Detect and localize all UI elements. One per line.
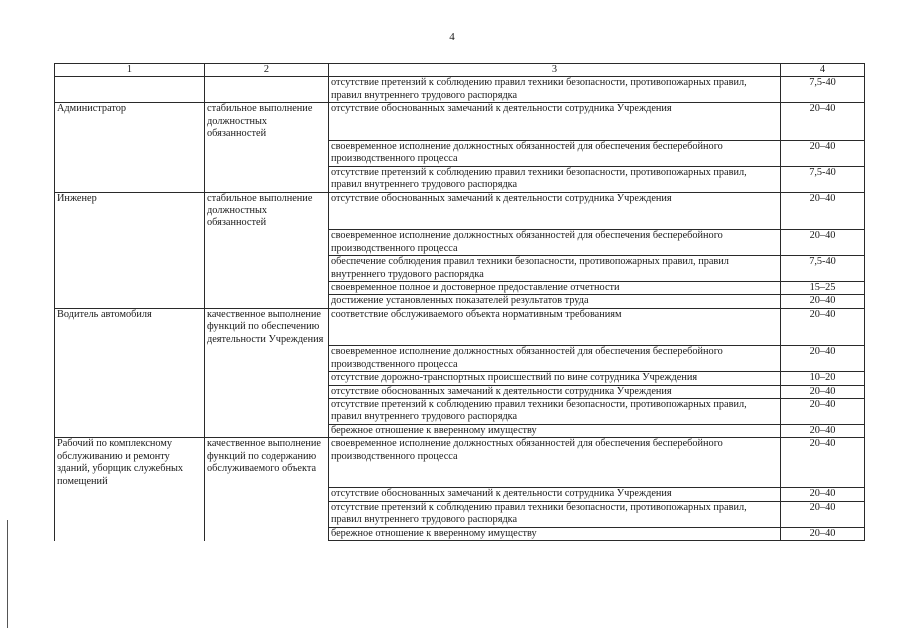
score-range-cell: 7,5-40 [781, 77, 865, 103]
position-cell [55, 346, 205, 372]
criterion-group-cell: качественное выполнение функций по обеспечению деятельности Учреждения [205, 308, 329, 346]
criterion-group-cell [205, 230, 329, 256]
criterion-group-cell [205, 256, 329, 282]
criterion-group-cell [205, 385, 329, 398]
column-header: 3 [329, 64, 781, 77]
criterion-group-cell [205, 424, 329, 437]
position-cell [55, 399, 205, 425]
position-cell [55, 140, 205, 166]
indicator-cell: отсутствие претензий к соблюдению правил техники безопасности, противопожарных правил, правил внутреннего трудового распорядка [329, 501, 781, 527]
table-row [55, 103, 865, 141]
indicator-cell: бережное отношение к вверенному имуществу [329, 424, 781, 437]
table-row [55, 424, 865, 437]
position-cell: Администратор [55, 103, 205, 141]
score-range-cell: 7,5-40 [781, 166, 865, 192]
position-cell [55, 256, 205, 282]
table-row [55, 346, 865, 372]
indicator-cell: отсутствие обоснованных замечаний к деятельности сотрудника Учреждения [329, 488, 781, 501]
criterion-group-cell: стабильное выполнение должностных обязанностей [205, 192, 329, 230]
score-range-cell: 20–40 [781, 295, 865, 308]
position-cell [55, 77, 205, 103]
table-row [55, 140, 865, 166]
position-cell: Рабочий по комплексному обслуживанию и ремонту зданий, уборщик служебных помещений [55, 438, 205, 488]
score-range-cell: 20–40 [781, 527, 865, 540]
table-row [55, 527, 865, 540]
criterion-group-cell [205, 295, 329, 308]
criterion-group-cell [205, 77, 329, 103]
table-row [55, 192, 865, 230]
position-cell [55, 230, 205, 256]
table-row [55, 488, 865, 501]
position-cell [55, 501, 205, 527]
column-header: 4 [781, 64, 865, 77]
score-range-cell: 20–40 [781, 438, 865, 488]
position-cell [55, 372, 205, 385]
criterion-group-cell: качественное выполнение функций по содержанию обслуживаемого объекта [205, 438, 329, 488]
position-cell [55, 527, 205, 540]
score-range-cell: 15–25 [781, 281, 865, 294]
table-row [55, 372, 865, 385]
criterion-group-cell [205, 372, 329, 385]
criterion-group-cell [205, 166, 329, 192]
table-row [55, 256, 865, 282]
indicator-cell: отсутствие дорожно-транспортных происшествий по вине сотрудника Учреждения [329, 372, 781, 385]
table-row [55, 308, 865, 346]
indicator-cell: своевременное исполнение должностных обязанностей для обеспечения бесперебойного производственного процесса [329, 438, 781, 488]
indicator-cell: своевременное исполнение должностных обязанностей для обеспечения бесперебойного производственного процесса [329, 140, 781, 166]
criterion-group-cell [205, 140, 329, 166]
score-range-cell: 20–40 [781, 192, 865, 230]
criterion-group-cell [205, 501, 329, 527]
column-header: 1 [55, 64, 205, 77]
indicator-cell: обеспечение соблюдения правил техники безопасности, противопожарных правил, правил внутреннего трудового распорядка [329, 256, 781, 282]
score-range-cell: 20–40 [781, 488, 865, 501]
indicator-cell: отсутствие обоснованных замечаний к деятельности сотрудника Учреждения [329, 192, 781, 230]
header-row [55, 64, 865, 77]
indicator-cell: отсутствие обоснованных замечаний к деятельности сотрудника Учреждения [329, 385, 781, 398]
indicator-cell: отсутствие претензий к соблюдению правил техники безопасности, противопожарных правил, правил внутреннего трудового распорядка [329, 77, 781, 103]
page-number: 4 [449, 31, 455, 43]
position-cell [55, 424, 205, 437]
indicator-cell: своевременное исполнение должностных обязанностей для обеспечения бесперебойного производственного процесса [329, 230, 781, 256]
table-row [55, 438, 865, 488]
criterion-group-cell: стабильное выполнение должностных обязанностей [205, 103, 329, 141]
score-range-cell: 20–40 [781, 230, 865, 256]
score-range-cell: 20–40 [781, 399, 865, 425]
table-row [55, 230, 865, 256]
score-range-cell: 20–40 [781, 346, 865, 372]
scan-margin-line [7, 520, 8, 628]
table-row [55, 501, 865, 527]
indicator-cell: отсутствие претензий к соблюдению правил техники безопасности, противопожарных правил, правил внутреннего трудового распорядка [329, 166, 781, 192]
score-range-cell: 7,5-40 [781, 256, 865, 282]
indicator-cell: соответствие обслуживаемого объекта нормативным требованиям [329, 308, 781, 346]
position-cell [55, 295, 205, 308]
score-range-cell: 20–40 [781, 385, 865, 398]
criterion-group-cell [205, 281, 329, 294]
indicator-cell: отсутствие обоснованных замечаний к деятельности сотрудника Учреждения [329, 103, 781, 141]
position-cell [55, 488, 205, 501]
score-range-cell: 20–40 [781, 501, 865, 527]
criterion-group-cell [205, 346, 329, 372]
score-range-cell: 20–40 [781, 424, 865, 437]
position-cell: Инженер [55, 192, 205, 230]
criterion-group-cell [205, 488, 329, 501]
indicator-cell: отсутствие претензий к соблюдению правил техники безопасности, противопожарных правил, правил внутреннего трудового распорядка [329, 399, 781, 425]
score-range-cell: 20–40 [781, 103, 865, 141]
table-row [55, 281, 865, 294]
table-row [55, 295, 865, 308]
position-cell [55, 385, 205, 398]
score-range-cell: 10–20 [781, 372, 865, 385]
indicator-cell: достижение установленных показателей результатов труда [329, 295, 781, 308]
position-cell [55, 281, 205, 294]
criterion-group-cell [205, 527, 329, 540]
criteria-table [54, 63, 865, 541]
score-range-cell: 20–40 [781, 140, 865, 166]
score-range-cell: 20–40 [781, 308, 865, 346]
criterion-group-cell [205, 399, 329, 425]
table-row [55, 166, 865, 192]
column-header: 2 [205, 64, 329, 77]
indicator-cell: бережное отношение к вверенному имуществу [329, 527, 781, 540]
table-row [55, 385, 865, 398]
indicator-cell: своевременное исполнение должностных обязанностей для обеспечения бесперебойного производственного процесса [329, 346, 781, 372]
table-row [55, 399, 865, 425]
position-cell [55, 166, 205, 192]
indicator-cell: своевременное полное и достоверное предоставление отчетности [329, 281, 781, 294]
position-cell: Водитель автомобиля [55, 308, 205, 346]
table-row [55, 77, 865, 103]
